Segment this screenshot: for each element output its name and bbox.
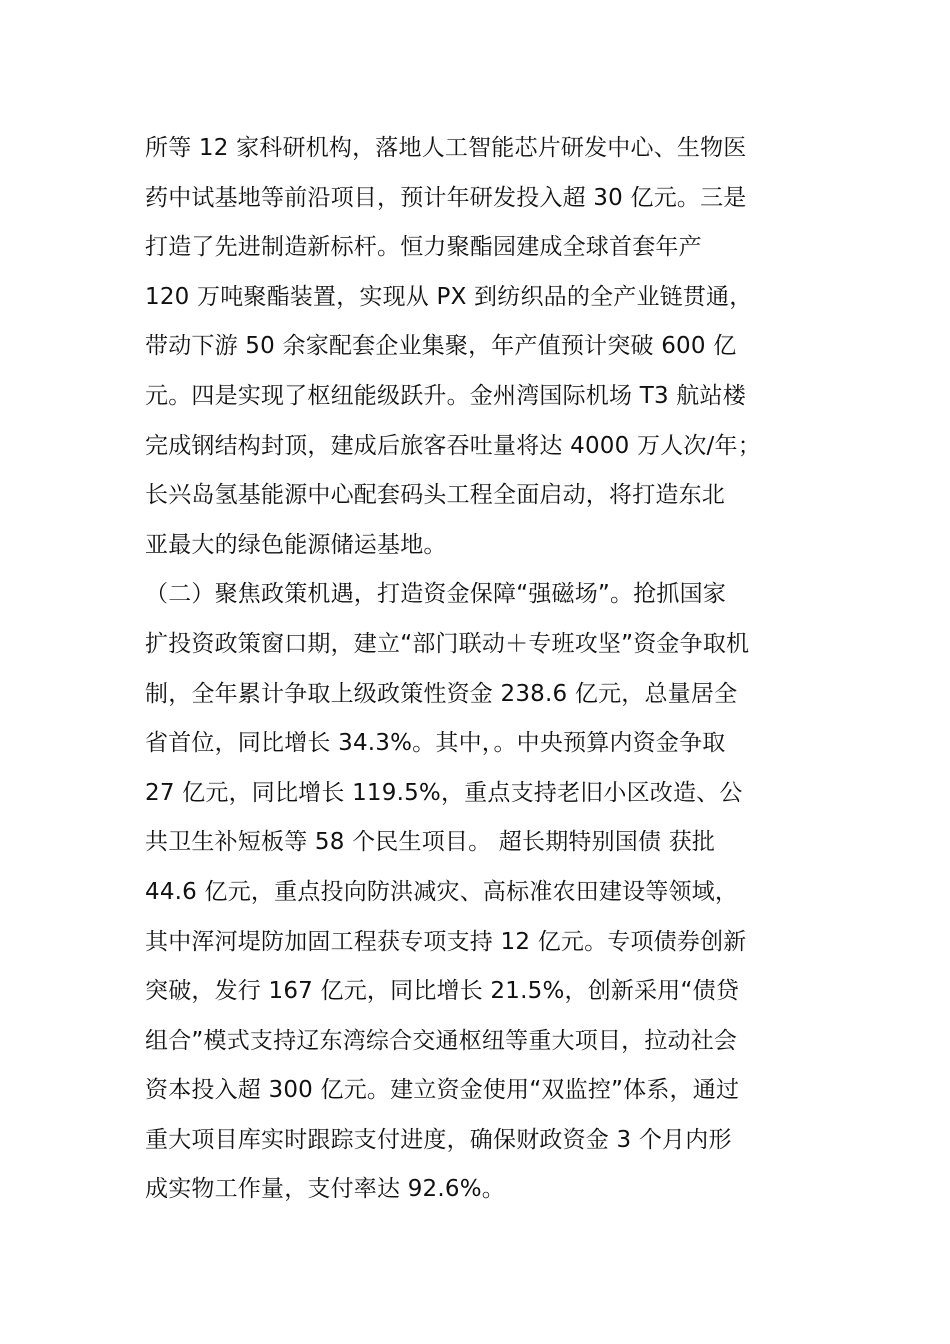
text-line-16: 44.6 亿元，重点投向防洪减灾、高标准农田建设等领域， (145, 878, 739, 905)
text-line-18: 突破，发行 167 亿元，同比增长 21.5%，创新采用“债贷 (145, 978, 740, 1005)
text-line-19: 组合”模式支持辽东湾综合交通枢纽等重大项目，拉动社会 (145, 1027, 738, 1054)
text-line-17: 其中浑河堤防加固工程获专项支持 12 亿元。专项债券创新 (145, 928, 747, 955)
text-line-7: 完成钢结构封顶，建成后旅客吞吐量将达 4000 万人次/年； (145, 432, 761, 459)
text-line-20: 资本投入超 300 亿元。建立资金使用“双监控”体系，通过 (145, 1077, 740, 1104)
text-line-3: 打造了先进制造新标杆。恒力聚酯园建成全球首套年产 (145, 234, 702, 261)
text-line-11: 扩投资政策窗口期，建立“部门联动＋专班攻坚”资金争取机 (145, 630, 750, 657)
text-line-14: 27 亿元，同比增长 119.5%，重点支持老旧小区改造、公 (145, 779, 743, 806)
text-line-12: 制，全年累计争取上级政策性资金 238.6 亿元，总量居全 (145, 680, 738, 707)
text-line-15: 共卫生补短板等 58 个民生项目。 超长期特别国债 获批 (145, 829, 716, 856)
text-line-8: 长兴岛氢基能源中心配套码头工程全面启动，将打造东北 (145, 482, 725, 509)
text-line-1: 所等 12 家科研机构，落地人工智能芯片研发中心、生物医 (145, 135, 747, 161)
text-line-9: 亚最大的绿色能源储运基地。 (145, 531, 447, 558)
text-line-21: 重大项目库实时跟踪支付进度，确保财政资金 3 个月内形 (145, 1126, 732, 1153)
text-line-13: 省首位，同比增长 34.3%。其中，。中央预算内资金争取 (145, 730, 726, 757)
text-line-22: 成实物工作量，支付率达 92.6%。 (145, 1176, 505, 1203)
text-line-5: 带动下游 50 余家配套企业集聚，年产值预计突破 600 亿 (145, 333, 737, 360)
section-heading-line: （二）聚焦政策机遇，打造资金保障“强磁场”。抢抓国家 (145, 581, 727, 608)
body-text (145, 124, 825, 1215)
text-line-2: 药中试基地等前沿项目，预计年研发投入超 30 亿元。三是 (145, 184, 747, 211)
text-line-4: 120 万吨聚酯装置，实现从 PX 到纺织品的全产业链贯通， (145, 283, 753, 310)
text-line-6: 元。四是实现了枢纽能级跃升。金州湾国际机场 T3 航站楼 (145, 382, 746, 409)
